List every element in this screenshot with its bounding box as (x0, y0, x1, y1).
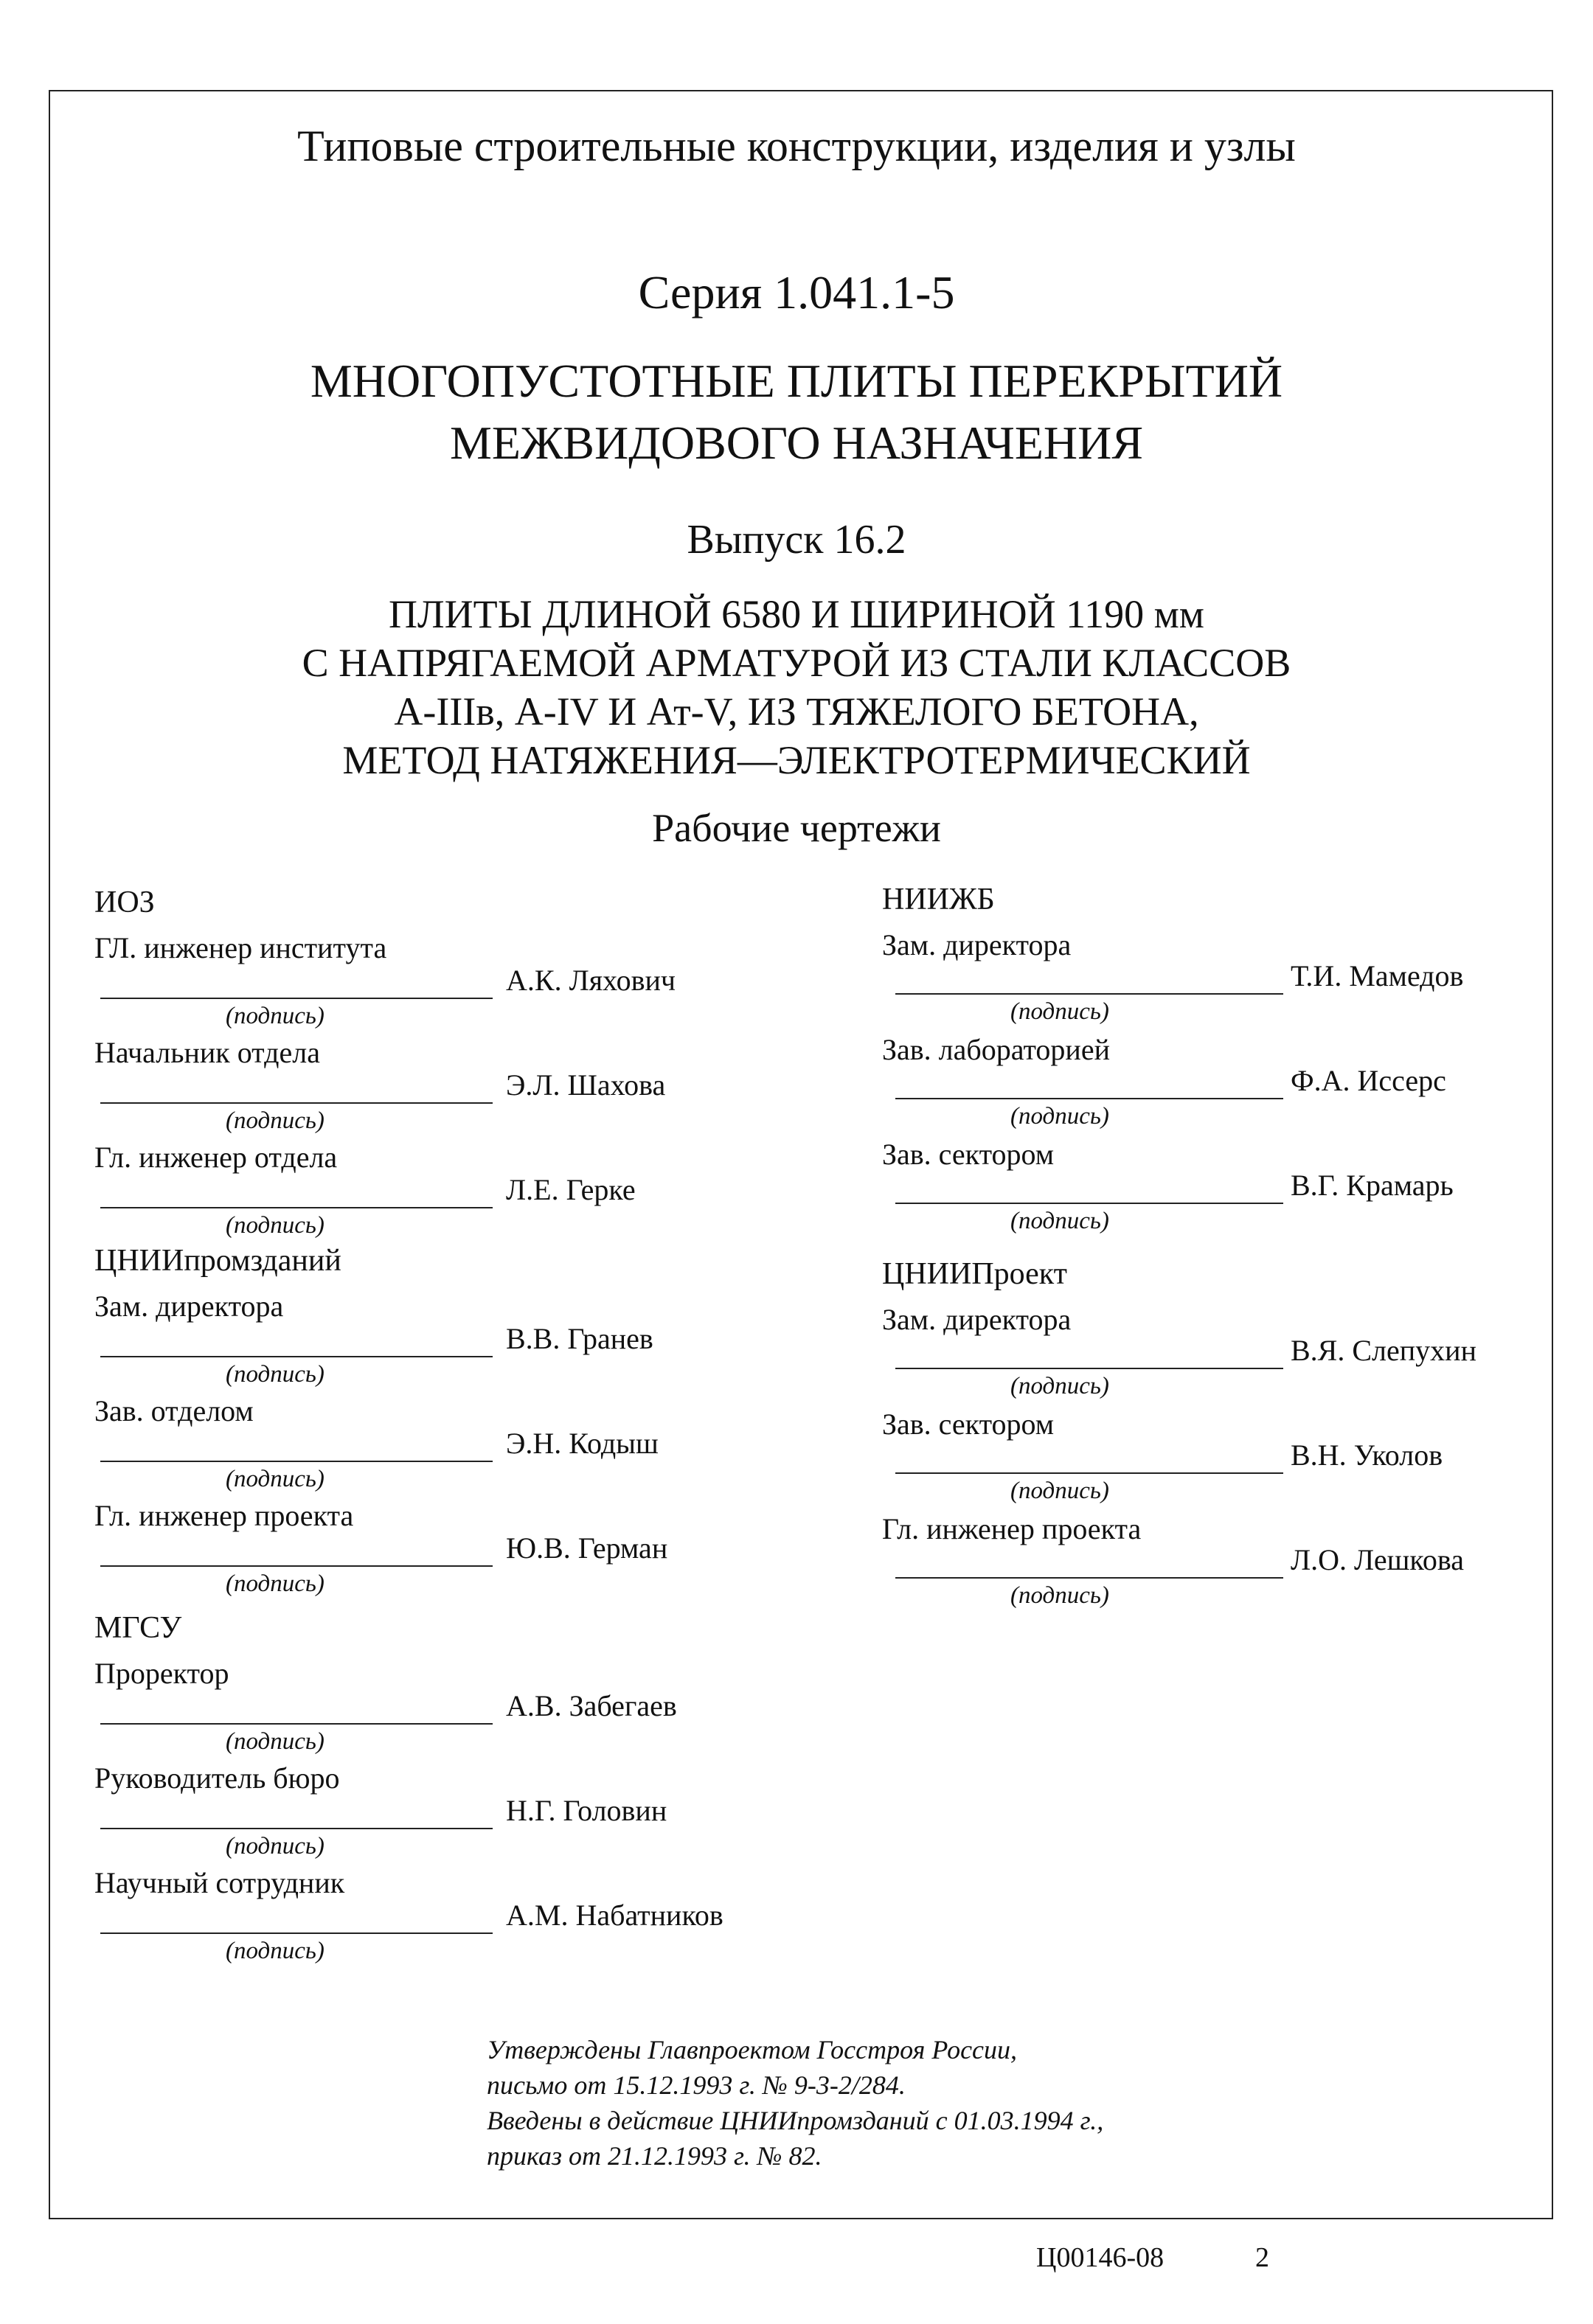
approval-line: приказ от 21.12.1993 г. № 82. (487, 2141, 822, 2171)
signature-caption: (подпись) (1010, 998, 1109, 1025)
signatory-position: Гл. инженер проекта (882, 1512, 1142, 1545)
approval-line: Утверждены Главпроектом Госстроя России, (487, 2035, 1018, 2064)
title-line: МНОГОПУСТОТНЫЕ ПЛИТЫ ПЕРЕКРЫТИЙ (310, 355, 1283, 407)
signature-caption: (подпись) (1010, 1478, 1109, 1504)
signatory-position: Проректор (94, 1657, 229, 1690)
organization-name: ИОЗ (94, 886, 155, 919)
signatory-position: Зав. сектором (882, 1138, 1055, 1171)
signatory-position: Зав. сектором (882, 1408, 1055, 1441)
approval-line: Введены в действие ЦНИИпромзданий с 01.03.1994 г., (487, 2106, 1104, 2135)
signatory-name: Л.Е. Герке (506, 1173, 636, 1206)
subtitle-line: С НАПРЯГАЕМОЙ АРМАТУРОЙ ИЗ СТАЛИ КЛАССОВ (302, 641, 1291, 685)
signatory-name: Т.И. Мамедов (1291, 959, 1464, 992)
signatory-name: А.К. Ляхович (506, 964, 676, 997)
signature-caption: (подпись) (1010, 1103, 1109, 1130)
signature-caption: (подпись) (1010, 1582, 1109, 1609)
signatory-name: Ю.В. Герман (506, 1531, 668, 1565)
signatory-position: Зам. директора (882, 928, 1072, 961)
signature-line (100, 1461, 493, 1462)
organization-name: МГСУ (94, 1611, 182, 1645)
subtitle-line: А-IIIв, А-IV И Ат-V, ИЗ ТЯЖЕЛОГО БЕТОНА, (394, 689, 1199, 734)
signatory-position: Научный сотрудник (94, 1866, 345, 1899)
signature-caption: (подпись) (226, 1833, 324, 1859)
signature-caption: (подпись) (226, 1570, 324, 1597)
document-number: Ц00146-08 (1036, 2242, 1165, 2273)
signature-line (100, 1102, 493, 1104)
signatory-position: Начальник отдела (94, 1036, 320, 1069)
document-subtitle (0, 590, 1593, 784)
subtitle-line: МЕТОД НАТЯЖЕНИЯ—ЭЛЕКТРОТЕРМИЧЕСКИЙ (342, 738, 1251, 782)
signature-line (895, 1368, 1283, 1369)
signature-caption: (подпись) (226, 1728, 324, 1755)
subtitle-line: ПЛИТЫ ДЛИНОЙ 6580 И ШИРИНОЙ 1190 мм (389, 592, 1204, 636)
signatory-name: Ф.А. Иссерс (1291, 1064, 1446, 1097)
signatory-position: Руководитель бюро (94, 1761, 340, 1795)
signatory-position: Зав. лабораторией (882, 1033, 1110, 1066)
signatory-name: В.В. Гранев (506, 1322, 653, 1355)
signature-caption: (подпись) (226, 1361, 324, 1388)
signature-line (895, 1472, 1283, 1474)
signatory-name: Э.Н. Кодыш (506, 1427, 659, 1460)
signature-caption: (подпись) (226, 1466, 324, 1492)
signature-line (100, 1828, 493, 1829)
signature-line (100, 998, 493, 999)
signature-caption: (подпись) (1010, 1208, 1109, 1234)
signatory-position: Гл. инженер проекта (94, 1499, 354, 1532)
signature-caption: (подпись) (226, 1107, 324, 1134)
signatory-position: Зам. директора (882, 1303, 1072, 1336)
signatory-position: Зам. директора (94, 1290, 284, 1323)
signatory-name: В.Я. Слепухин (1291, 1334, 1476, 1367)
page-number: 2 (1255, 2242, 1269, 2273)
signature-caption: (подпись) (226, 1003, 324, 1029)
category-heading: Типовые строительные конструкции, изделия и узлы (297, 122, 1296, 170)
signatory-name: В.Г. Крамарь (1291, 1169, 1454, 1202)
signature-line (100, 1207, 493, 1208)
series-heading: Серия 1.041.1-5 (638, 266, 955, 319)
signatory-name: Л.О. Лешкова (1291, 1543, 1464, 1576)
signature-line (100, 1356, 493, 1357)
title-line: МЕЖВИДОВОГО НАЗНАЧЕНИЯ (449, 417, 1144, 469)
document-title (0, 350, 1593, 474)
organization-name: ЦНИИпромзданий (94, 1244, 341, 1278)
signatory-name: А.М. Набатников (506, 1899, 723, 1932)
signature-line (100, 1932, 493, 1934)
document-type: Рабочие чертежи (652, 806, 941, 850)
signature-caption: (подпись) (226, 1938, 324, 1964)
signatory-position: Гл. инженер отдела (94, 1141, 338, 1174)
signatory-position: ГЛ. инженер института (94, 931, 387, 964)
organization-name: НИИЖБ (882, 883, 995, 916)
signature-line (895, 1203, 1283, 1204)
approval-line: письмо от 15.12.1993 г. № 9-3-2/284. (487, 2070, 906, 2100)
issue-heading: Выпуск 16.2 (687, 517, 906, 563)
organization-name: ЦНИИПроект (882, 1257, 1068, 1291)
signatory-position: Зав. отделом (94, 1394, 254, 1427)
signature-caption: (подпись) (1010, 1373, 1109, 1399)
signatory-name: В.Н. Уколов (1291, 1438, 1443, 1472)
signature-caption: (подпись) (226, 1212, 324, 1239)
signatory-name: Э.Л. Шахова (506, 1068, 666, 1102)
signature-line (895, 1098, 1283, 1099)
signatory-name: А.В. Забегаев (506, 1689, 677, 1722)
approval-note (487, 2032, 1103, 2174)
signature-line (100, 1723, 493, 1725)
signatory-name: Н.Г. Головин (506, 1794, 667, 1827)
signature-line (895, 993, 1283, 995)
signature-line (895, 1577, 1283, 1579)
signature-line (100, 1565, 493, 1567)
